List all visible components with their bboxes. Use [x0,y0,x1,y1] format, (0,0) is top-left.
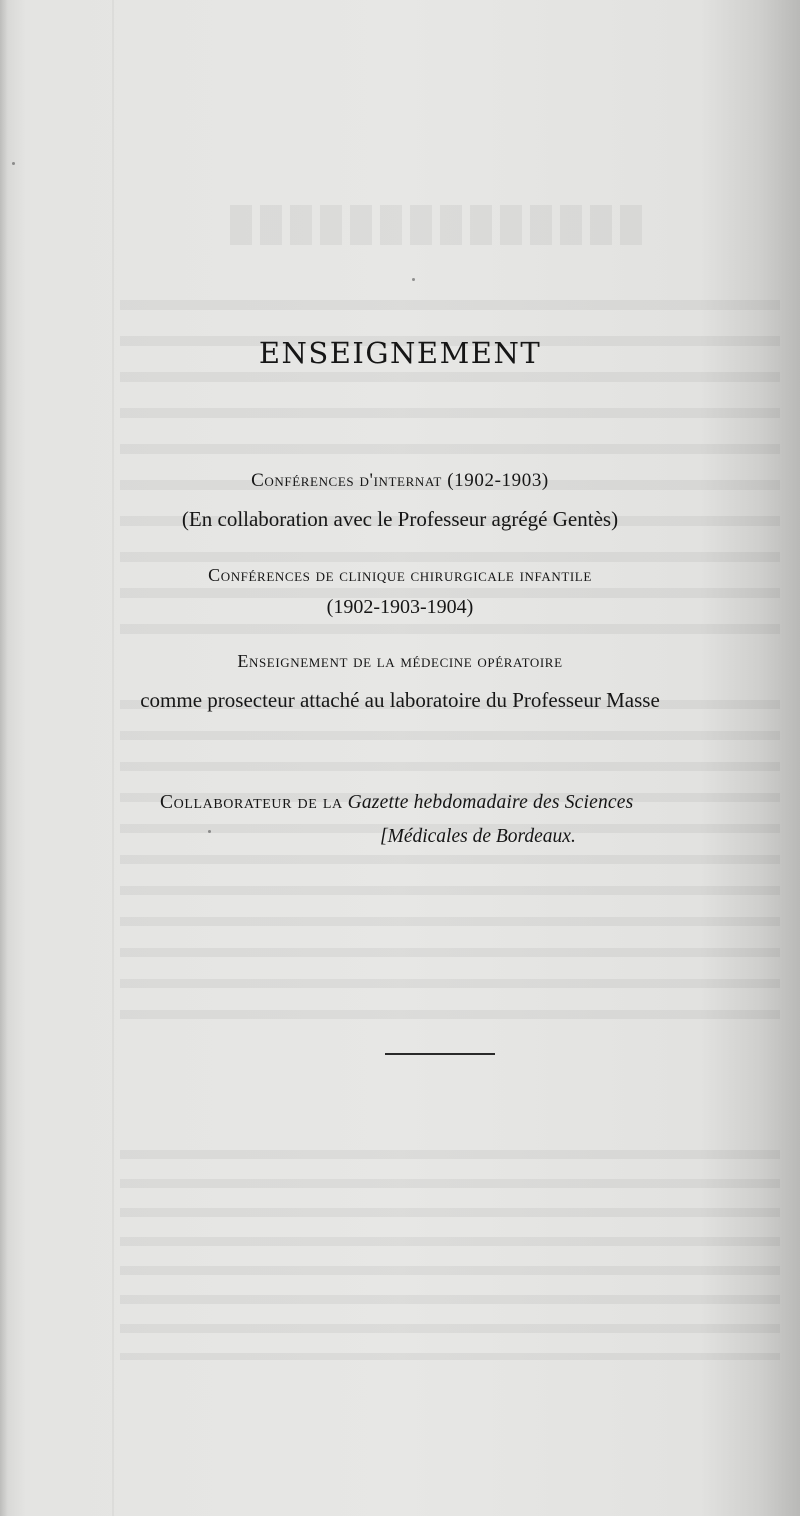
prosecteur-line: comme prosecteur attaché au laboratoire du Professeur Masse [140,688,660,712]
clinique-years: (1902-1903-1904) [326,596,474,618]
clinique-conferences: Conférences de clinique chirurgicale infantile [208,565,592,585]
collaborateur-label: Collaborateur de la [160,792,343,813]
journal-name-line1: Gazette hebdomadaire des Sciences [347,792,634,813]
page-fold-shadow [112,0,114,1516]
ink-speck [412,278,415,281]
page-title: ENSEIGNEMENT [258,336,542,370]
ink-speck [208,830,211,833]
show-through-heading [230,205,650,245]
medecine-operatoire: Enseignement de la médecine opératoire [237,651,563,671]
collaborateur-line [160,792,633,814]
section-divider [385,1053,495,1055]
internat-conferences: Conférences d'internat (1902-1903) [251,470,549,491]
journal-name-line2: [Médicales de Bordeaux. [380,826,576,847]
show-through-toc [120,700,780,1040]
ink-speck [12,162,15,165]
internat-collaboration: (En collaboration avec le Professeur agrégé Gentès) [181,507,619,531]
show-through-toc-lower [120,1150,780,1360]
